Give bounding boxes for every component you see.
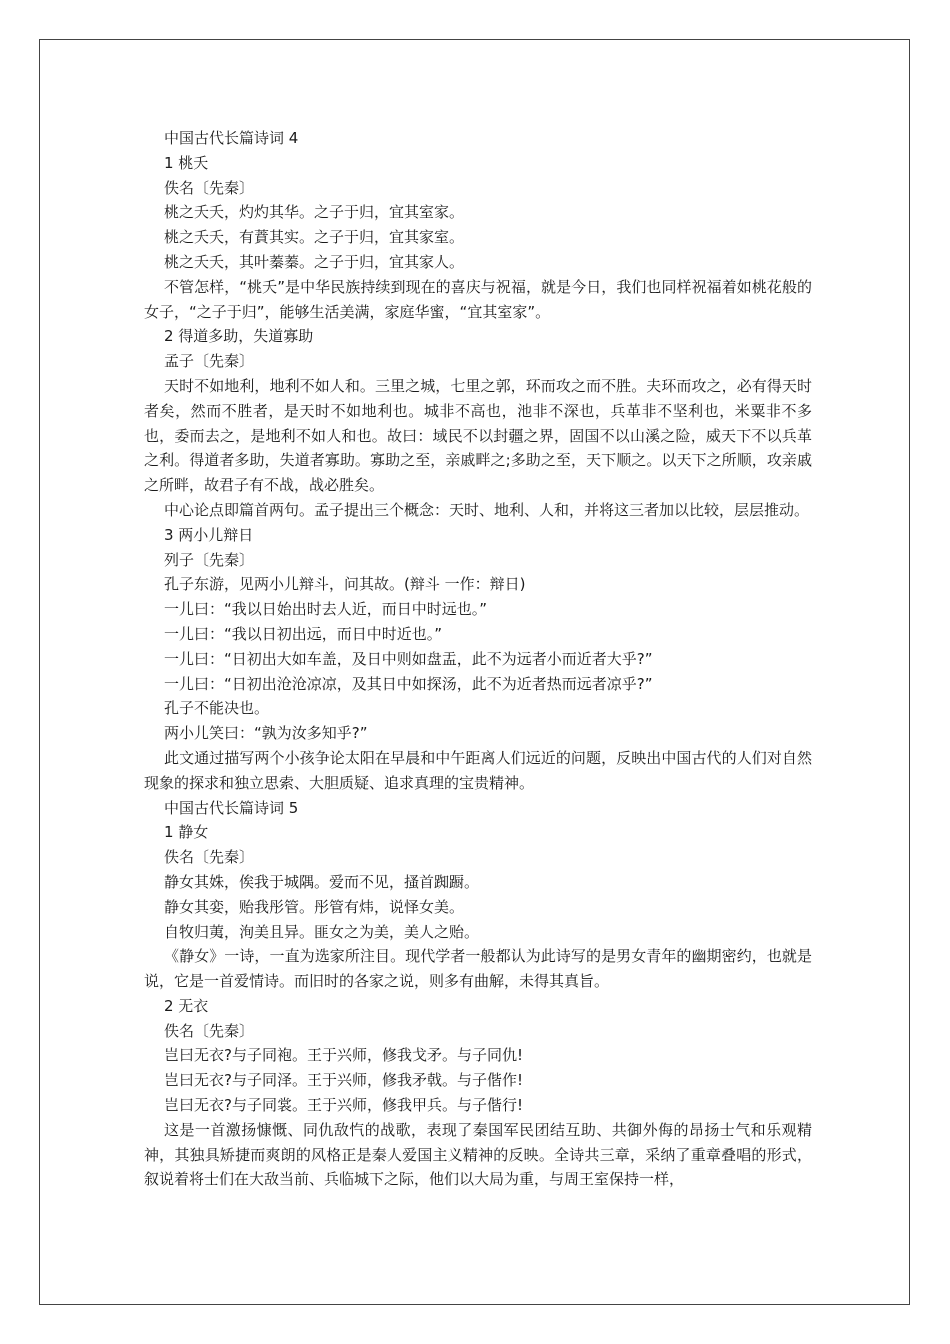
text-line: 3 两小儿辩日 [164,525,254,544]
document-body [144,126,812,1192]
text-line: 列子〔先秦〕 [164,550,255,569]
text-line: 中国古代长篇诗词 4 [164,129,299,147]
text-line: 中国古代长篇诗词 5 [164,798,299,817]
text-line: 2 得道多助，失道寡助 [164,327,314,346]
text-line: 桃之夭夭，有蕡其实。之子于归，宜其家室。 [164,228,465,247]
text-line: 桃之夭夭，灼灼其华。之子于归，宜其室家。 [164,203,465,222]
text-line: 静女其娈，贻我彤管。彤管有炜，说怿女美。 [164,897,465,916]
text-line: 自牧归荑，洵美且异。匪女之为美，美人之贻。 [164,922,480,941]
paragraph: 《静女》一诗，一直为选家所注目。现代学者一般都认为此诗写的是男女青年的幽期密约，也就是说，它是一首爱情诗。而旧时的各家之说，则多有曲解，未得其真旨。 [144,947,812,991]
text-line: 孔子东游，见两小儿辩斗，问其故。(辩斗 一作：辩日) [164,575,526,594]
paragraph: 此文通过描写两个小孩争论太阳在早晨和中午距离人们远近的问题，反映出中国古代的人们对自然现象的探求和独立思索、大胆质疑、追求真理的宝贵精神。 [144,748,812,792]
text-line: 1 桃夭 [164,153,209,172]
text-line: 一儿曰：“我以日初出远，而日中时近也。” [164,624,443,643]
text-line: 佚名〔先秦〕 [164,1021,255,1040]
text-line: 一儿曰：“我以日始出时去人近，而日中时远也。” [164,600,488,619]
paragraph: 不管怎样，“桃夭”是中华民族持续到现在的喜庆与祝福，就是今日，我们也同样祝福着如桃花般的女子，“之子于归”，能够生活美满，家庭华蜜，“宜其室家”。 [144,277,812,321]
text-line: 1 静女 [164,823,209,842]
text-line: 一儿曰：“日初出大如车盖，及日中则如盘盂，此不为远者小而近者大乎?” [164,649,653,668]
paragraph: 天时不如地利，地利不如人和。三里之城，七里之郭，环而攻之而不胜。夫环而攻之，必有得天时者矣，然而不胜者，是天时不如地利也。城非不高也，池非不深也，兵革非不坚利也，米粟非不多也，委而去之，是地利不如人和也。故曰：域民不以封疆之界，固国不以山溪之险，威天下不以兵革之利。得道者多助，失道者寡助。寡助之至，亲戚畔之;多助之至，天下顺之。以天下之所顺，攻亲戚之所畔，故君子有不战，战必胜矣。 [144,376,812,495]
text-line: 两小儿笑曰：“孰为汝多知乎?” [164,724,368,743]
text-line: 佚名〔先秦〕 [164,178,255,197]
text-line: 岂曰无衣?与子同泽。王于兴师，修我矛戟。与子偕作! [164,1071,523,1090]
text-line: 孟子〔先秦〕 [164,352,255,371]
text-line: 孔子不能决也。 [164,699,270,718]
text-line: 一儿曰：“日初出沧沧凉凉，及其日中如探汤，此不为近者热而远者凉乎?” [164,674,653,693]
text-line: 岂曰无衣?与子同袍。王于兴师，修我戈矛。与子同仇! [164,1046,523,1065]
paragraph: 中心论点即篇首两句。孟子提出三个概念：天时、地利、人和，并将这三者加以比较，层层推动。 [164,500,810,519]
text-line: 静女其姝，俟我于城隅。爱而不见，搔首踟蹰。 [164,872,480,891]
paragraph: 这是一首激扬慷慨、同仇敌忾的战歌，表现了秦国军民团结互助、共御外侮的昂扬士气和乐观精神，其独具矫捷而爽朗的风格正是秦人爱国主义精神的反映。全诗共三章，采纳了重章叠唱的形式，叙说着将士们在大敌当前、兵临城下之际，他们以大局为重，与周王室保持一样， [144,1120,812,1189]
text-line: 岂曰无衣?与子同裳。王于兴师，修我甲兵。与子偕行! [164,1096,523,1115]
text-line: 佚名〔先秦〕 [164,848,255,867]
text-line: 2 无衣 [164,996,209,1015]
text-line: 桃之夭夭，其叶蓁蓁。之子于归，宜其家人。 [164,252,465,271]
